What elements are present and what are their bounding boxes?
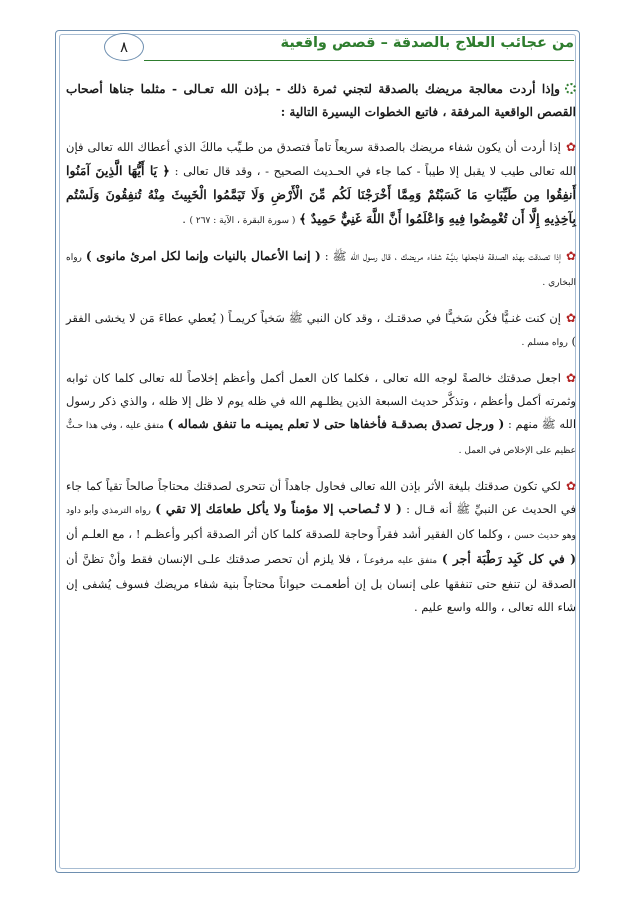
hadith-reference: رواه البخاري . bbox=[66, 253, 576, 288]
hadith-reference: متفق عليه مرفوعـاً bbox=[364, 556, 438, 566]
flower-bullet-icon: ✿ bbox=[565, 140, 576, 154]
step-1-text: إذا أردت أن يكون شفاء مريضك بالصدقة سريعاً تاماً فتصدق من طـيِّب مالكَ الذي أعطاك الله تعالى فإن الله تعالى طيب لا يقبل إلا طيباً - كما جاء في الحـديث الصحيح - ، وقد قال تعالى : bbox=[66, 140, 577, 178]
gear-ornament-icon bbox=[565, 83, 576, 94]
step-4-paragraph bbox=[66, 367, 576, 463]
intro-line-2: مثلما جناها أصحاب القصص الواقعية المرفقة ، فاتبع الخطوات اليسيرة التالية : bbox=[66, 82, 576, 119]
step-2-text: إذا تصدقت بهذه الصدقة فاجعلها بنيَّـة شفـاء مريضك ، قال رسول الله ﷺ : bbox=[324, 249, 561, 263]
flower-bullet-icon: ✿ bbox=[565, 371, 576, 385]
step-3-text: إن كنت غنـيًّا فكُن سَخيـًّا في صدقتـك ، وقد كان النبي ﷺ سَخياً كريمـاً bbox=[228, 311, 561, 325]
flower-bullet-icon: ✿ bbox=[565, 479, 576, 493]
hadith-quote: ( لا تُـصاحب إلا مؤمناً ولا يأكل طعامَك إلا تقي ) bbox=[155, 502, 402, 516]
step-5-text-3: ، فلا يلزم أن تحصر صدقتك علـى الإنسان فقط وأنْ تظنَّ أن الصدقة لن تنفع حتى تنفقها على إنسان بل إن أطعمـت حيواناً محتاجاً بنية شفاء مريضك فسوف يُشفى إن شاء الله تعالى ، والله واسع عليم . bbox=[66, 552, 576, 614]
step-3-paragraph bbox=[66, 307, 576, 355]
flower-bullet-icon: ✿ bbox=[565, 249, 577, 263]
hadith-reference: رواه الترمذي وأبو داود وهو حديث حسن bbox=[66, 506, 576, 541]
page-body bbox=[66, 78, 576, 631]
step-4-text: اجعل صدقتك خالصةً لوجه الله تعالى ، فكلما كان العمل أكمل وأعظم إخلاصاً لله تعالى كلما كان ثوابه وثمرته أكمل وأعظم ، وتذكَّر حديث السبعة الذين يظلـهم الله في ظله يوم لا ظل إلا ظله ، والذي ذكر رسول الله ﷺ منهم : bbox=[66, 371, 577, 431]
step-5-text-2: ، وكلما كان الفقير أشد فقراً وحاجة للصدقة كلما كان أثر الصدقة أكبر وأعظـم ! ، مع العلـم أن bbox=[66, 527, 511, 541]
step-5-paragraph bbox=[66, 475, 576, 619]
hadith-quote: ( يُعطي عطاءَ مَن لا يخشى الفقر ) bbox=[66, 311, 576, 348]
running-header-title: من عجائب العلاج بالصدقة – قصص واقعية bbox=[280, 35, 574, 51]
step-1-end: . bbox=[182, 212, 186, 226]
header-divider bbox=[144, 60, 574, 61]
hadith-quote: ( ورجل تصدق بصدقـة فأخفاها حتى لا تعلم يمينـه ما تنفق شماله ) bbox=[167, 417, 505, 431]
page-number: ٨ bbox=[104, 33, 144, 61]
intro-paragraph bbox=[66, 78, 576, 124]
verse-reference: ( سورة البقرة ، الآية : ٢٦٧ ) bbox=[189, 216, 296, 226]
hadith-quote: ( في كل كَبِد رَطْبَة أجر ) bbox=[441, 552, 576, 566]
step-5-text: لكي تكون صدقتك بليغة الأثر بإذن الله تعالى فحاول جاهداً أن تتحرى لصدقتك محتاجاً صالحاً تقياً كما جاء في الحديث عن النبيِّ ﷺ أنه قـال : bbox=[66, 479, 577, 516]
intro-line-1: وإذا أردت معالجة مريضك بالصدقة لتجني ثمرة ذلك - بـإذن الله تعـالى - bbox=[172, 82, 561, 96]
step-2-paragraph bbox=[66, 245, 576, 295]
quran-verse: ﴿ يَا أَيُّهَا الَّذِينَ آمَنُوا أَنفِقُوا مِن طَيِّبَاتِ مَا كَسَبْتُمْ وَمِمَّا أَخْرَجْنَا لَكُم مِّنَ الْأَرْضِ وَلَا تَيَمَّمُوا الْخَبِيثَ مِنْهُ تُنفِقُونَ وَلَسْتُم بِآخِذِيهِ إِلَّا أَن تُغْمِضُوا فِيهِ وَاعْلَمُوا أَنَّ اللَّهَ غَنِيٌّ حَمِيدٌ ﴾ bbox=[66, 163, 576, 226]
step-1-paragraph bbox=[66, 136, 576, 233]
hadith-reference: رواه مسلم . bbox=[521, 338, 568, 348]
hadith-quote: ( إنما الأعمال بالنيات وإنما لكل امرئ مانوى ) bbox=[85, 249, 321, 263]
flower-bullet-icon: ✿ bbox=[565, 311, 577, 325]
hadith-reference: متفق عليه ، وفي هذا حـثٌّ عظيم على الإخلاص في العمل . bbox=[66, 421, 576, 456]
